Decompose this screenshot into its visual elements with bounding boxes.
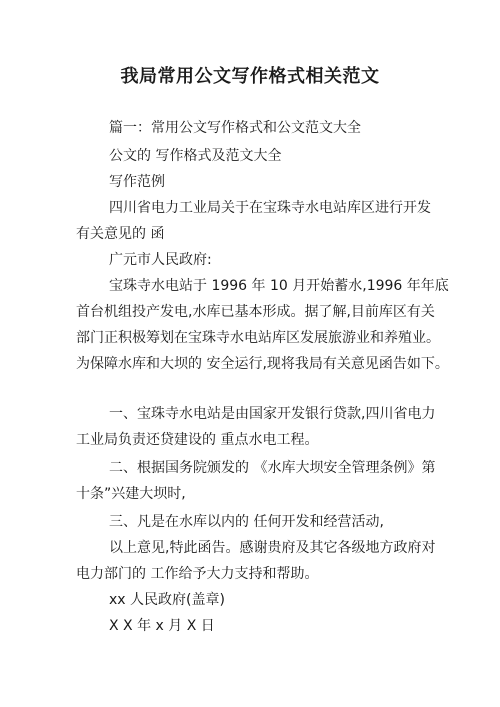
point-two-line-2: 十条”兴建大坝时, bbox=[76, 486, 186, 502]
subheading: 公文的 写作格式及范文大全 bbox=[109, 148, 282, 164]
closing-line-2: 电力部门的 工作给予大力支持和帮助。 bbox=[76, 566, 319, 582]
body-paragraph-line: 首台机组投产发电,水库已基本形成。据了解,目前库区有关 bbox=[76, 304, 435, 320]
point-one-line-2: 工业局负责还贷建设的 重点水电工程。 bbox=[76, 432, 319, 448]
letter-title-line-2: 有关意见的 函 bbox=[76, 226, 165, 242]
date: X X 年 x 月 X 日 bbox=[109, 618, 215, 634]
closing-line-1: 以上意见,特此函告。感谢贵府及其它各级地方政府对 bbox=[109, 540, 436, 556]
document-title: 我局常用公文写作格式相关范文 bbox=[120, 66, 380, 87]
point-two-line-1: 二、根据国务院颁发的 《水库大坝安全管理条例》第 bbox=[109, 460, 436, 476]
point-one-line-1: 一、宝珠寺水电站是由国家开发银行贷款,四川省电力 bbox=[109, 406, 436, 422]
letter-title-line-1: 四川省电力工业局关于在宝珠寺水电站库区进行开发 bbox=[109, 200, 431, 216]
point-three: 三、凡是在水库以内的 任何开发和经营活动, bbox=[109, 514, 384, 530]
letter-recipient: 广元市人民政府: bbox=[109, 252, 212, 268]
section-heading: 篇一：常用公文写作格式和公文范文大全 bbox=[109, 120, 361, 136]
body-paragraph-line: 为保障水库和大坝的 安全运行,现将我局有关意见函告如下。 bbox=[76, 356, 449, 372]
example-label: 写作范例 bbox=[109, 174, 165, 190]
body-paragraph-line: 宝珠寺水电站于 1996 年 10 月开始蓄水,1996 年年底 bbox=[109, 278, 449, 294]
signature: xx 人民政府(盖章) bbox=[109, 592, 225, 608]
body-paragraph-line: 部门正积极筹划在宝珠寺水电站库区发展旅游业和养殖业。 bbox=[76, 330, 440, 346]
